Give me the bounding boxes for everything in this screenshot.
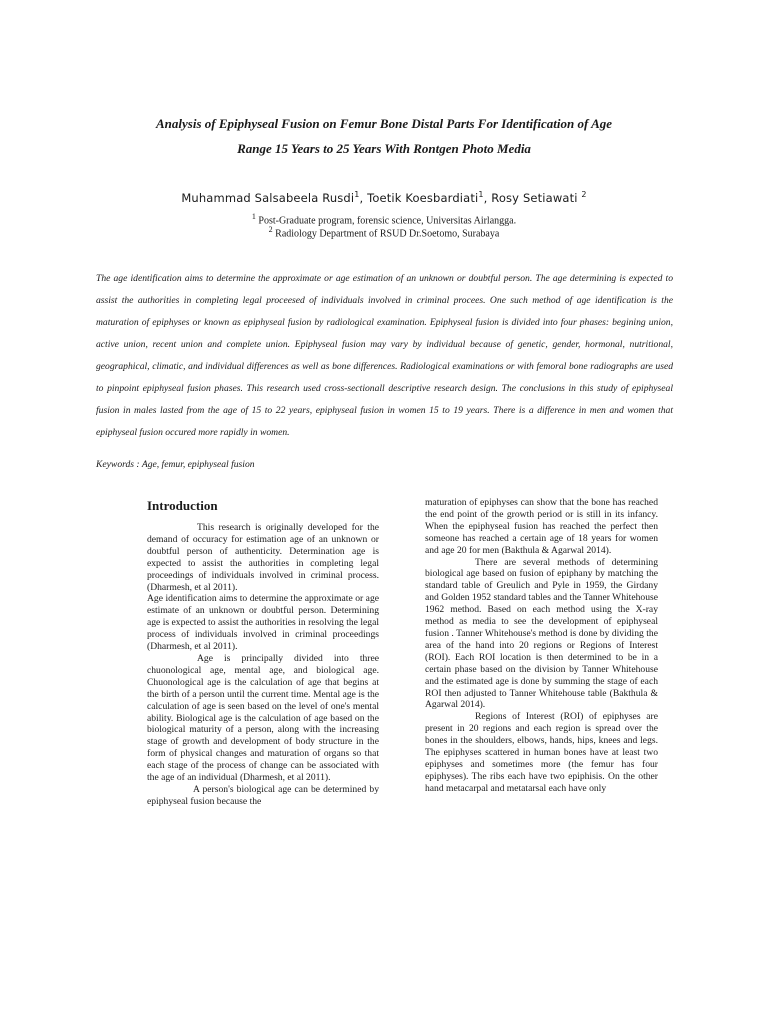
right-column [425, 497, 658, 795]
author-name: Toetik Koesbardiati [367, 190, 479, 205]
paragraph: Age is principally divided into three chuonological age, mental age, and biological age. Chuonological age is the calculation of age that begins at the birth of a person until the current time. Mental age is the calculation of age is seen based on the level of one's mental ability. Biological age is the calculation of age based on the biological maturity of a person, along with the increasing stage of growth and development of body structure in the form of physical changes and maturation of organs so that each stage of the process of change can be associated with the age of an individual (Dharmesh, et al 2011). [147, 652, 379, 784]
author-name: Muhammad Salsabeela Rusdi [181, 190, 355, 205]
section-heading-introduction: Introduction [147, 498, 218, 513]
paragraph: maturation of epiphyses can show that the bone has reached the end point of the growth period or is still in its infancy. When the epiphyseal fusion has reached the perfect then someone has reached a certain age of 18 years for women and age 20 for men (Bakthula & Agarwal 2014). [425, 497, 658, 556]
affiliation [0, 225, 768, 239]
author-affiliation-mark: 1 [354, 190, 360, 199]
keywords: Keywords : Age, femur, epiphyseal fusion [96, 459, 255, 470]
affiliation-mark: 2 [268, 225, 273, 234]
affiliation-text: Radiology Department of RSUD Dr.Soetomo, Surabaya [275, 228, 500, 240]
paper-title-line2: Range 15 Years to 25 Years With Rontgen Photo Media [237, 141, 531, 156]
affiliation-mark: 1 [251, 212, 256, 221]
affiliation-text: Post-Graduate program, forensic science, Universitas Airlangga. [258, 215, 517, 227]
paragraph: A person's biological age can be determined by epiphyseal fusion because the [147, 783, 379, 807]
author-list: Muhammad Salsabeela Rusdi$^1$, Toetik Koesbardiati$^1$, Rosy Setiawati $^2$ [181, 190, 587, 205]
author-affiliation-mark: 2 [581, 190, 587, 199]
paragraph: Age identification aims to determine the approximate or age estimate of an unknown or doubtful person. Determining age is expected to assist the authorities in resolving the legal process of individuals involved in criminal proceedings (Dharmesh, et al 2011). [147, 593, 379, 653]
author-name: Rosy Setiawati [491, 190, 578, 205]
paragraph: There are several methods of determining biological age based on fusion of epiphany by matching the standard table of Greulich and Pyle in 1959, the Girdany and Golden 1952 standard tables and the Tanner Whitehouse 1962 method. Based on each method using the X-ray method as media to see the development of epiphyseal fusion . Tanner Whitehouse's method is done by dividing the area of the hand into 20 regions or Regions of Interest (ROI). Each ROI location is then determined to be in a certain phase based on the division by Tanner Whitehouse and the estimated age is done by summing the stage of each ROI then adjusted to Tanner Whitehouse table (Bakthula & Agarwal 2014). [425, 556, 658, 711]
paragraph: This research is originally developed for the demand of occuracy for estimation age of an unknown or doubtful person of authenticity. Determination age is expected to assist the authorities in completing legal proceedings of individuals involved in criminal process. (Dharmesh, et al 2011). [147, 522, 379, 593]
paragraph: Regions of Interest (ROI) of epiphyses are present in 20 regions and each region is spread over the bones in the shoulders, elbows, hands, hips, knees and legs. The epiphyses scattered in human bones have at least two epiphyses and sometimes more (the femur has four epiphyses). The ribs each have two epiphisis. On the other hand metacarpal and metatarsal each have only [425, 711, 658, 794]
paper-title-line1: Analysis of Epiphyseal Fusion on Femur Bone Distal Parts For Identification of Age [155, 116, 613, 131]
left-column [147, 498, 379, 808]
author-affiliation-mark: 1 [478, 190, 484, 199]
abstract: The age identification aims to determine the approximate or age estimation of an unknown or doubtful person. The age determining is expected to assist the authorities in completing legal proceesed of individuals involved in criminal procees. One such method of age identification is the maturation of epiphyses or known as epiphyseal fusion by radiological examination. Epiphyseal fusion is divided into four phases: begining union, active union, recent union and complete union. Epiphyseal fusion may vary by individual because of genetic, gender, hormonal, nutritional, geographical, climatic, and individual differences as well as bone differences. Radiological examinations or with femoral bone radiographs are used to pinpoint epiphyseal fusion phases. This research used cross-sectionall descriptive research design. The conclusions in this study of epiphyseal fusion in males lasted from the age of 15 to 22 years, epiphyseal fusion in women 15 to 19 years. There is a difference in men and women that epiphyseal fusion occured more rapidly in women. [96, 273, 673, 438]
